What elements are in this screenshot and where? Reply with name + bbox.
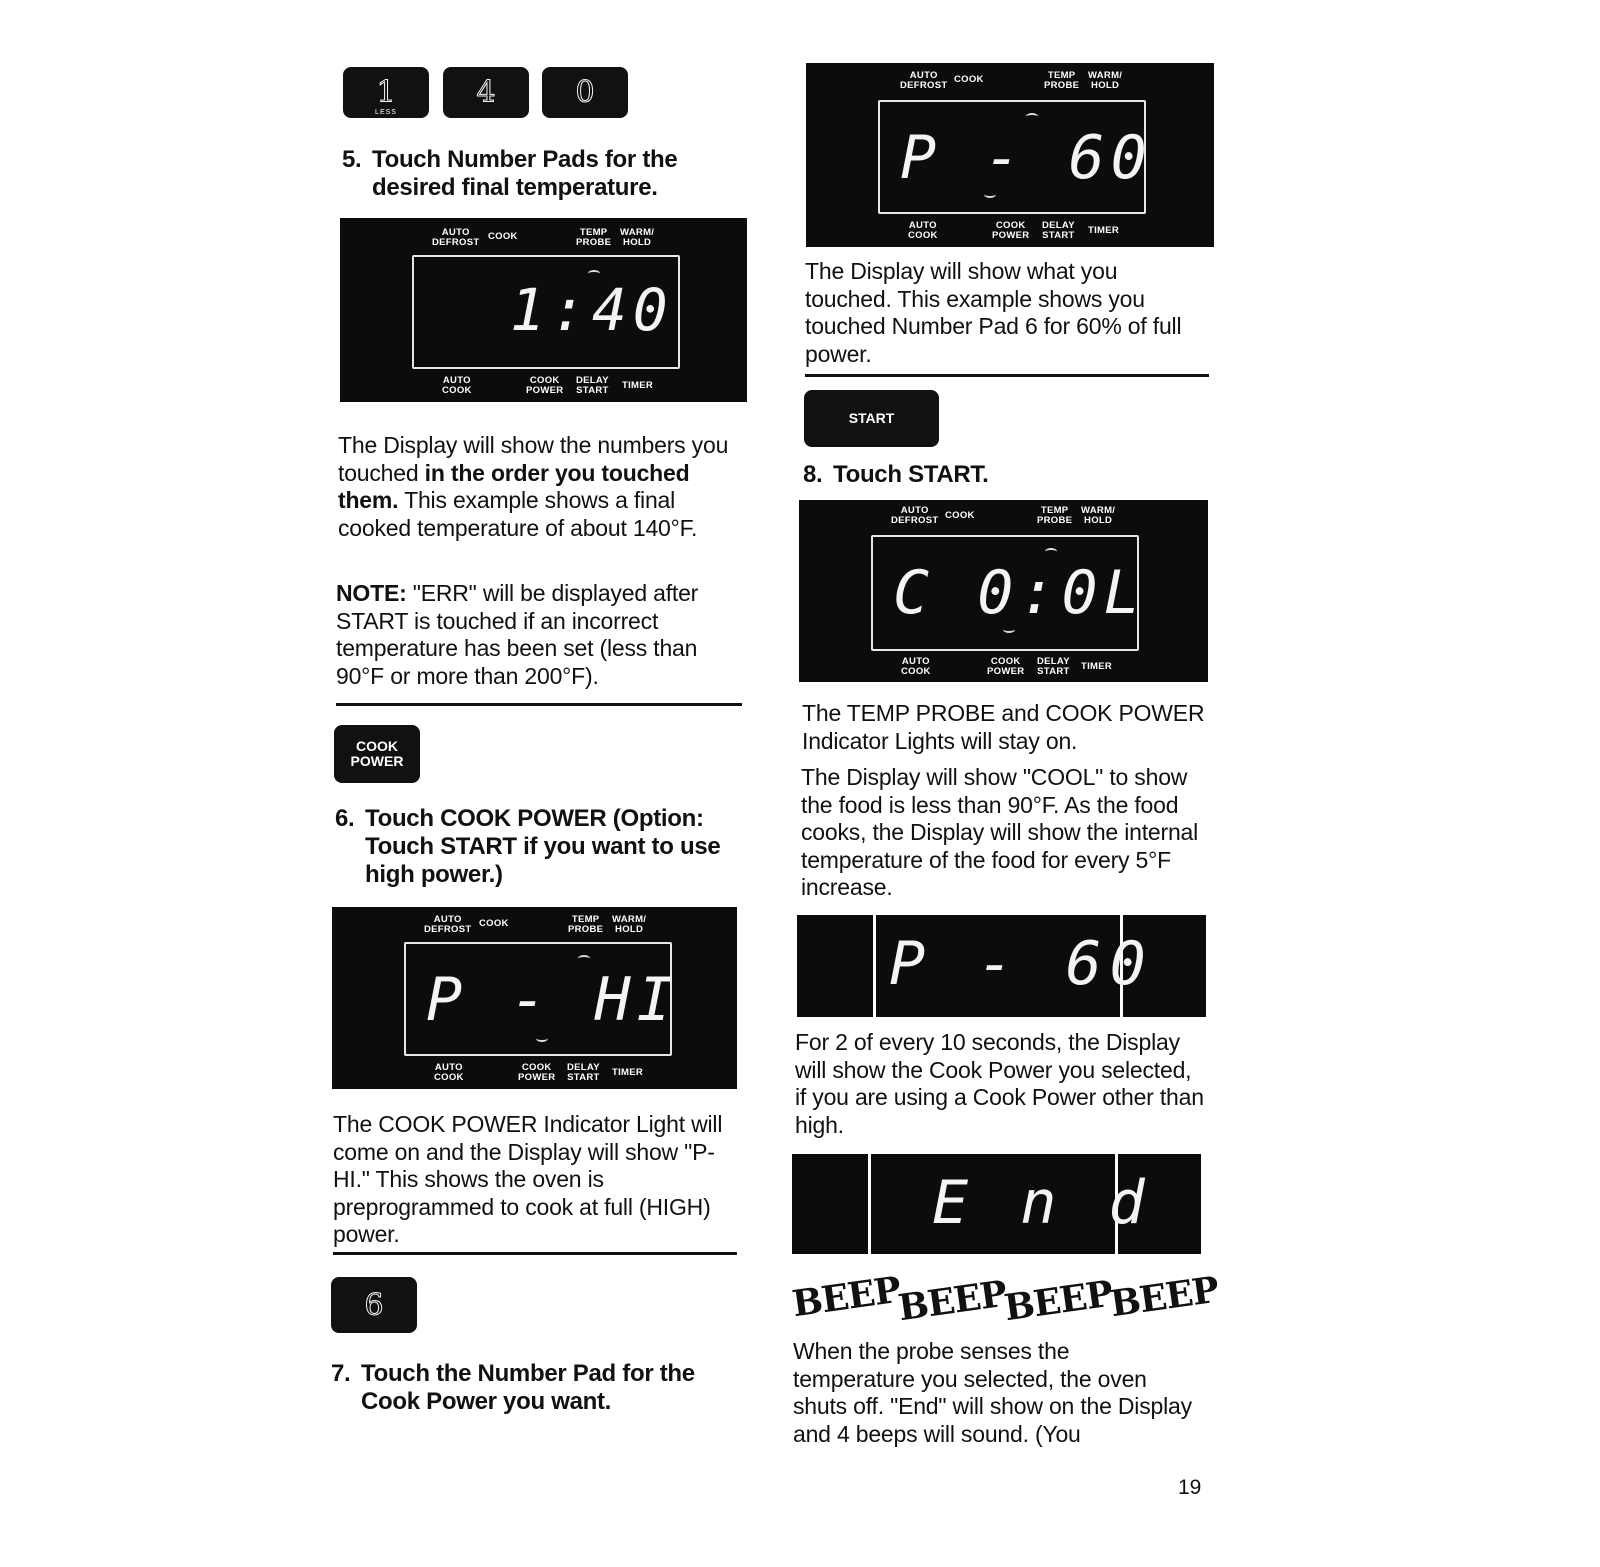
para-text: The Display will show the numbers you touched (338, 432, 729, 486)
note-label: NOTE: (336, 580, 407, 606)
indicator-mark (984, 191, 996, 198)
step-6-heading (335, 805, 745, 889)
label-delay-start: DELAY START (1042, 220, 1075, 241)
step-number: 8. (803, 461, 823, 488)
pad-digit: 4 (476, 75, 496, 110)
mini-display-end (792, 1154, 1201, 1254)
indicator-mark (578, 955, 590, 962)
label-cook-power: COOK POWER (518, 1062, 556, 1083)
display-readout: 1:40 (510, 276, 674, 344)
label-temp-probe: TEMP PROBE (568, 914, 604, 935)
label-delay-start: DELAY START (567, 1062, 600, 1083)
indicator-mark (1045, 548, 1057, 555)
label-auto-cook: AUTO COOK (908, 220, 938, 241)
page-number: 19 (1178, 1476, 1202, 1499)
label-warm-hold: WARM/ HOLD (620, 227, 655, 248)
label-temp-probe: TEMP PROBE (1037, 505, 1073, 526)
step-number: 5. (342, 146, 362, 173)
pad-digit: 6 (364, 1287, 384, 1323)
pad-digit: 1 (376, 75, 396, 110)
label-delay-start: DELAY START (576, 375, 609, 396)
indicator-mark (1026, 113, 1038, 120)
label-auto-cook: AUTO COOK (901, 656, 931, 677)
display-panel-140 (340, 218, 747, 402)
indicator-mark (536, 1035, 548, 1042)
divider (805, 374, 1209, 377)
step-6-description: The COOK POWER Indicator Light will come on and the Display will show "P-HI." This shows the oven is preprogrammed to cook at full (HIGH) power. (333, 1111, 723, 1247)
label-cook: COOK (479, 918, 509, 929)
label-cook: COOK (954, 74, 984, 85)
pad-digit: 0 (575, 75, 595, 110)
display-readout: C 0:0L (893, 558, 1146, 628)
label-cook-power: COOK POWER (987, 656, 1025, 677)
label-temp-probe: TEMP PROBE (1044, 70, 1080, 91)
beep-text: BEEP (895, 1272, 1009, 1330)
label-warm-hold: WARM/ HOLD (1081, 505, 1116, 526)
step-7-heading (331, 1360, 741, 1416)
beep-text: BEEP (1001, 1272, 1115, 1330)
label-timer: TIMER (612, 1067, 644, 1078)
display-panel-phi (332, 907, 737, 1089)
note-paragraph (336, 580, 746, 690)
step-8-description-a: The TEMP PROBE and COOK POWER Indicator Lights will stay on. (802, 700, 1205, 754)
label-auto-defrost: AUTO DEFROST (891, 505, 939, 526)
cook-power-pad[interactable] (334, 725, 420, 783)
number-pad-6[interactable] (331, 1277, 417, 1333)
label-cook: COOK (488, 231, 518, 242)
p60-description: The Display will show what you touched. This example shows you touched Number Pad 6 for 60% of full power. (805, 258, 1182, 367)
pad-sublabel: LESS (375, 109, 397, 116)
display-readout: P - 60 (889, 929, 1154, 999)
note-text: "ERR" will be displayed after START is touched if an incorrect temperature has been set (less than 90°F or more than 200°F). (336, 580, 699, 689)
step-5-description (338, 432, 748, 542)
para-emphasis: in the order you touched them. (338, 459, 690, 513)
display-readout: P - 60 (900, 123, 1153, 193)
label-auto-defrost: AUTO DEFROST (432, 227, 480, 248)
label-temp-probe: TEMP PROBE (576, 227, 612, 248)
number-pad-0[interactable] (542, 67, 628, 118)
number-pad-4[interactable] (443, 67, 529, 118)
display-readout: P - HI (426, 965, 679, 1035)
display-readout: E n d (932, 1168, 1153, 1238)
label-delay-start: DELAY START (1037, 656, 1070, 677)
cook-power-cycle-description: For 2 of every 10 seconds, the Display will show the Cook Power you selected, if you are using a Cook Power other than high. (795, 1029, 1204, 1138)
display-panel-cool (799, 500, 1208, 682)
beep-text: BEEP (1107, 1268, 1221, 1326)
step-text: Touch START. (833, 461, 989, 488)
pad-label: START (848, 410, 895, 426)
step-5-heading (342, 146, 742, 202)
label-auto-cook: AUTO COOK (434, 1062, 464, 1083)
step-text: Touch COOK POWER (Option: Touch START if you want to use high power.) (365, 805, 721, 888)
step-8-description-b: The Display will show "COOL" to show the food is less than 90°F. As the food cooks, the Display will show the internal temperature of the food for every 5°F increase. (801, 764, 1199, 900)
step-text: Touch Number Pads for the desired final temperature. (372, 146, 678, 201)
step-number: 7. (331, 1360, 351, 1387)
label-cook: COOK (945, 510, 975, 521)
number-pad-1[interactable] (343, 67, 429, 118)
step-8-heading (803, 461, 1203, 489)
beep-text: BEEP (789, 1268, 903, 1326)
pad-label: COOK POWER (350, 738, 404, 769)
step-number: 6. (335, 805, 355, 832)
label-cook-power: COOK POWER (992, 220, 1030, 241)
end-description: When the probe senses the temperature you selected, the oven shuts off. "End" will show on the Display and 4 beeps will sound. (You (793, 1338, 1192, 1447)
label-timer: TIMER (1088, 225, 1120, 236)
start-pad[interactable] (804, 390, 939, 447)
label-auto-defrost: AUTO DEFROST (424, 914, 472, 935)
divider (336, 703, 742, 706)
label-auto-defrost: AUTO DEFROST (900, 70, 948, 91)
display-panel-p60 (806, 63, 1214, 247)
para-text: This example shows a final cooked temperature of about 140°F. (338, 487, 698, 541)
label-cook-power: COOK POWER (526, 375, 564, 396)
step-text: Touch the Number Pad for the Cook Power you want. (361, 1360, 695, 1415)
label-timer: TIMER (622, 380, 654, 391)
divider (333, 1252, 737, 1255)
label-warm-hold: WARM/ HOLD (1088, 70, 1123, 91)
mini-display-p60 (797, 915, 1206, 1017)
label-warm-hold: WARM/ HOLD (612, 914, 647, 935)
label-timer: TIMER (1081, 661, 1113, 672)
label-auto-cook: AUTO COOK (442, 375, 472, 396)
indicator-mark (1003, 626, 1015, 633)
